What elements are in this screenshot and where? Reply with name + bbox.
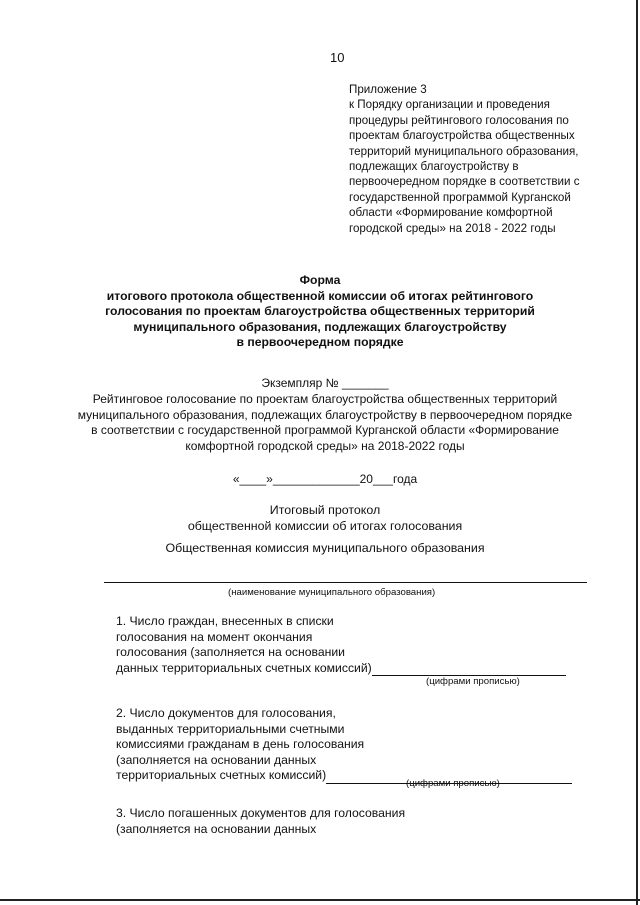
copy-number: Экземпляр № _______ bbox=[261, 376, 389, 390]
intro-line: Рейтинговое голосование по проектам благоустройства общественных территорий bbox=[92, 392, 558, 406]
protocol-title bbox=[40, 502, 610, 534]
appendix-line: подлежащих благоустройству в bbox=[349, 160, 519, 174]
item-line: (заполняется на основании данных bbox=[116, 752, 317, 767]
date-line: «____»_____________20___года bbox=[232, 472, 418, 486]
form-title bbox=[60, 273, 580, 351]
municipality-name-line[interactable] bbox=[104, 582, 587, 583]
form-title-line: Форма bbox=[299, 273, 341, 287]
item-line: данных территориальных счетных комиссий) bbox=[116, 660, 372, 675]
item-line: голосования (заполняется на основании bbox=[116, 645, 345, 660]
item-line: выданных территориальными счетными bbox=[116, 721, 345, 736]
appendix-line: территорий муниципального образования, bbox=[349, 144, 579, 158]
protocol-title-line: Итоговый протокол bbox=[269, 503, 381, 517]
intro-paragraph bbox=[40, 392, 610, 454]
intro-line: муниципального образования, подлежащих благоустройству в первоочередном порядке bbox=[77, 407, 573, 422]
item-line: голосования на момент окончания bbox=[116, 629, 313, 644]
form-title-line: в первоочередном порядке bbox=[236, 335, 404, 349]
item-line: 1. Число граждан, внесенных в списки bbox=[116, 614, 334, 628]
item-last-line bbox=[116, 768, 572, 784]
appendix-line: проектам благоустройства общественных bbox=[349, 129, 575, 143]
appendix-line: первоочередном порядке в соответствии с bbox=[349, 175, 580, 189]
form-title-line: голосования по проектам благоустройства общественных территорий bbox=[105, 304, 535, 318]
commission-label: Общественная комиссия муниципального образования bbox=[165, 541, 485, 555]
item-line: территориальных счетных комиссий) bbox=[116, 768, 327, 783]
item-line: (заполняется на основании данных bbox=[116, 821, 317, 836]
page-edge-right bbox=[636, 0, 638, 905]
item-2-caption: (цифрами прописью) bbox=[406, 778, 500, 789]
appendix-header bbox=[349, 82, 580, 236]
municipality-caption: (наименование муниципального образования) bbox=[228, 587, 436, 598]
item-line: 2. Число документов для голосования, bbox=[116, 706, 336, 720]
item-line: комиссиями гражданам в день голосования bbox=[116, 737, 365, 752]
item-3 bbox=[116, 806, 405, 837]
form-title-line: муниципального образования, подлежащих благоустройству bbox=[133, 319, 507, 334]
intro-line: в соответствии с государственной программой Курганской области «Формирование bbox=[91, 423, 559, 438]
appendix-line: к Порядку организации и проведения bbox=[349, 98, 550, 112]
page-number: 10 bbox=[330, 50, 345, 65]
appendix-line: процедуры рейтингового голосования по bbox=[349, 113, 569, 127]
item-1-caption: (цифрами прописью) bbox=[426, 676, 520, 687]
appendix-line: Приложение 3 bbox=[349, 83, 427, 96]
item-line: 3. Число погашенных документов для голосования bbox=[116, 806, 406, 820]
appendix-line: государственной программой Курганской bbox=[349, 190, 571, 204]
item-1-answer-line[interactable] bbox=[372, 663, 566, 676]
form-title-line: итогового протокола общественной комиссии об итогах рейтингового bbox=[106, 288, 534, 303]
appendix-line: городской среды» на 2018 - 2022 годы bbox=[349, 221, 556, 235]
intro-line: комфортной городской среды» на 2018-2022 годы bbox=[185, 438, 465, 453]
item-last-line bbox=[116, 661, 566, 677]
appendix-line: области «Формирование комфортной bbox=[349, 206, 553, 220]
item-2 bbox=[116, 706, 572, 784]
page-edge-bottom bbox=[0, 899, 640, 901]
item-1 bbox=[116, 614, 566, 676]
protocol-subtitle-line: общественной комиссии об итогах голосования bbox=[187, 519, 463, 533]
